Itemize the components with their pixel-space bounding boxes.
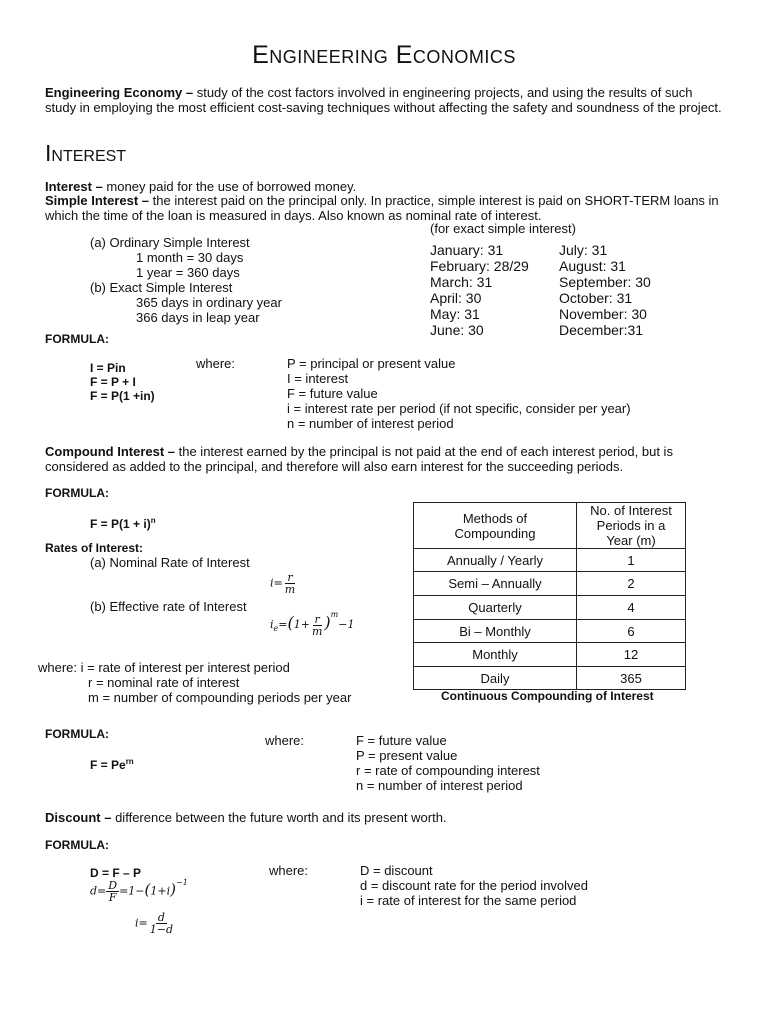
type-ordinary-year: 1 year = 360 days — [136, 265, 240, 280]
month-item: February: 28/29 — [430, 258, 529, 274]
where-item: I = interest — [287, 371, 349, 386]
effective-rate-equation: $i_e=(1+$ $\frac{r}{m}$ )$^m$−1 — [270, 610, 355, 638]
type-ordinary-month: 1 month = 30 days — [136, 250, 244, 265]
table-row — [414, 620, 686, 643]
formula-line: F = P + I — [90, 375, 136, 389]
table-row — [414, 596, 686, 620]
month-item: September: 30 — [559, 274, 651, 290]
compound-interest-text: the interest earned by the principal is not paid at the end of each interest period, but is considered as added to the principal, and therefore will also earn interest for the succeeding periods. — [45, 444, 673, 474]
month-item: November: 30 — [559, 306, 647, 322]
formula-label: FORMULA: — [45, 332, 109, 346]
where-label: where: — [265, 733, 305, 748]
table-row — [414, 667, 686, 690]
compound-interest-term: Compound Interest – — [45, 444, 176, 459]
section-heading-interest: Interest — [45, 140, 127, 166]
month-item: January: 31 — [430, 242, 504, 258]
formula-line: I = Pin — [90, 361, 126, 375]
continuous-compounding-title: Continuous Compounding of Interest — [441, 689, 654, 703]
where-item: n = number of interest period — [356, 778, 523, 793]
months-right-column — [559, 242, 651, 338]
intro-term: Engineering Economy – — [45, 85, 194, 100]
where-label: where: — [196, 356, 236, 371]
type-ordinary: (a) Ordinary Simple Interest — [90, 235, 250, 250]
simple-interest-text: the interest paid on the principal only. In practice, simple interest is paid on SHORT-TERM loans in which the time of the loan is measured in days. Also known as nominal rate of interest. — [45, 193, 719, 223]
compound-formula — [90, 514, 156, 531]
table-cell: 365 — [577, 667, 686, 690]
table-row — [414, 549, 686, 572]
interest-from-discount-equation: i= $\frac{d}{1-d}$ — [135, 911, 174, 936]
where-item: r = nominal rate of interest — [88, 675, 240, 690]
where-item: i = rate of interest for the same period — [360, 893, 577, 908]
formula-label: FORMULA: — [45, 727, 109, 741]
table-cell: 4 — [577, 596, 686, 620]
where-item: i = interest rate per period (if not specific, consider per year) — [287, 401, 631, 416]
discount-text: difference between the future worth and its present worth. — [111, 810, 447, 825]
where-item: m = number of compounding periods per year — [88, 690, 352, 705]
table-cell: Monthly — [414, 643, 577, 667]
nominal-rate-equation: i= $\frac{r}{m}$ — [270, 571, 296, 596]
simple-interest-types — [90, 235, 390, 325]
month-item: October: 31 — [559, 290, 633, 306]
table-cell: 12 — [577, 643, 686, 667]
type-exact-ordinary: 365 days in ordinary year — [136, 295, 282, 310]
month-item: April: 30 — [430, 290, 482, 306]
where-item: where: i = rate of interest per interest period — [38, 660, 290, 675]
page-title: Engineering Economics — [252, 41, 516, 69]
type-exact: (b) Exact Simple Interest — [90, 280, 233, 295]
month-item: July: 31 — [559, 242, 608, 258]
interest-definition — [45, 179, 725, 194]
simple-formulas — [90, 361, 155, 403]
where-label: where: — [269, 863, 309, 878]
discount-definition — [45, 810, 725, 825]
table-row — [414, 572, 686, 596]
table-cell: 1 — [577, 549, 686, 572]
continuous-formula-base: F = Pe — [90, 758, 126, 772]
where-item: P = present value — [356, 748, 458, 763]
where-item: n = number of interest period — [287, 416, 454, 431]
continuous-where-list — [356, 733, 540, 793]
continuous-formula — [90, 755, 134, 772]
table-cell: Quarterly — [414, 596, 577, 620]
table-cell: Annually / Yearly — [414, 549, 577, 572]
simple-interest-definition — [45, 193, 725, 223]
formula-label: FORMULA: — [45, 838, 109, 852]
where-item: d = discount rate for the period involved — [360, 878, 589, 893]
rate-nominal: (a) Nominal Rate of Interest — [90, 555, 250, 570]
month-item: December:31 — [559, 322, 644, 338]
intro-text: study of the cost factors involved in engineering projects, and using the results of such study in employing the most efficient cost-saving techniques without affecting the safety and soundness of the project. — [45, 85, 722, 115]
table-cell: Semi – Annually — [414, 572, 577, 596]
table-header: No. of Interest Periods in a Year (m) — [577, 503, 686, 549]
table-cell: Bi – Monthly — [414, 620, 577, 643]
months-left-column — [430, 242, 529, 338]
intro-paragraph — [45, 85, 725, 115]
compounding-table — [413, 502, 686, 690]
discount-rate-equation: d= $\frac{D}{F}$ $=1-(1+i)^{-1}$ — [90, 877, 188, 904]
table-cell: 6 — [577, 620, 686, 643]
rates-heading: Rates of Interest: — [45, 541, 144, 555]
formula-label: FORMULA: — [45, 486, 109, 500]
discount-where-list — [360, 863, 588, 908]
where-item: r = rate of compounding interest — [356, 763, 540, 778]
exact-caption: (for exact simple interest) — [430, 221, 576, 236]
month-item: March: 31 — [430, 274, 493, 290]
table-row — [414, 643, 686, 667]
month-item: May: 31 — [430, 306, 480, 322]
compound-where-list — [38, 660, 351, 705]
compound-interest-definition — [45, 444, 725, 474]
formula-line: F = P(1 +in) — [90, 389, 155, 403]
where-item: P = principal or present value — [287, 356, 456, 371]
simple-where-list — [287, 356, 631, 431]
where-item: F = future value — [356, 733, 447, 748]
simple-interest-term: Simple Interest – — [45, 193, 150, 208]
discount-term: Discount – — [45, 810, 112, 825]
table-cell: 2 — [577, 572, 686, 596]
continuous-formula-exponent: rn — [125, 757, 134, 766]
where-item: D = discount — [360, 863, 433, 878]
interest-text: money paid for the use of borrowed money. — [102, 179, 357, 194]
where-item: F = future value — [287, 386, 378, 401]
discount-formula: D = F – P — [90, 866, 142, 880]
month-item: August: 31 — [559, 258, 626, 274]
table-cell: Daily — [414, 667, 577, 690]
interest-term: Interest – — [45, 179, 103, 194]
type-exact-leap: 366 days in leap year — [136, 310, 260, 325]
compound-formula-base: F = P(1 + i) — [90, 517, 151, 531]
table-header: Methods of Compounding — [414, 503, 577, 549]
month-item: June: 30 — [430, 322, 484, 338]
rate-effective: (b) Effective rate of Interest — [90, 599, 247, 614]
compound-formula-exponent: n — [150, 516, 156, 525]
